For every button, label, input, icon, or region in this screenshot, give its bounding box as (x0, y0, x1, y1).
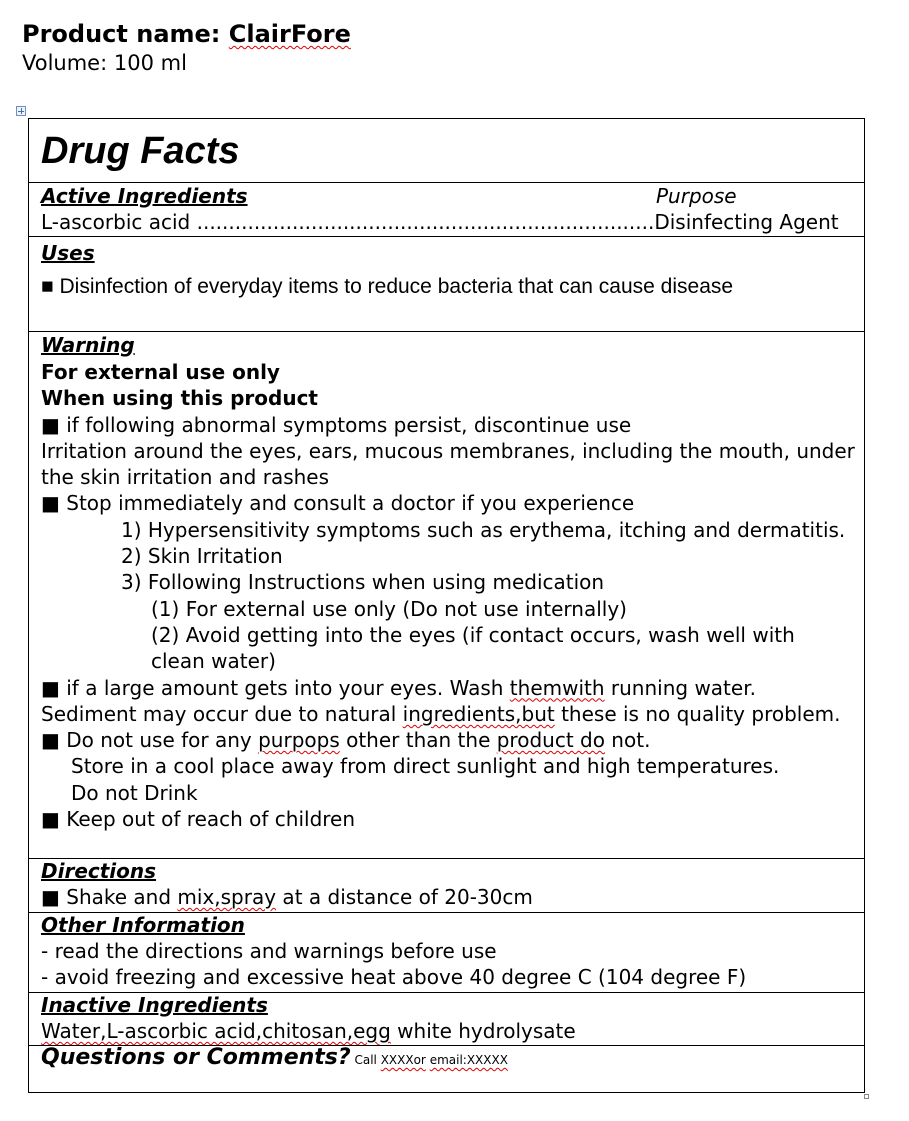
warning-line: ■ if following abnormal symptoms persist, discontinue use (41, 412, 632, 437)
warning-subitem: 1) Hypersensitivity symptoms such as erythema, itching and dermatitis. (121, 517, 846, 542)
other-information-heading: Other Information (41, 913, 245, 937)
uses-item: ■ Disinfection of everyday items to reduce bacteria that can cause disease (41, 275, 734, 298)
questions-phone: XXXXor (380, 1053, 426, 1067)
warning-line: Irritation around the eyes, ears, mucous membranes, including the mouth, under (41, 438, 855, 463)
inactive-ingredients-rest: white hydrolysate (390, 1019, 576, 1043)
external-use-only: For external use only (41, 360, 280, 384)
warning-line: Do not Drink (71, 780, 198, 805)
table-resize-handle[interactable] (864, 1094, 869, 1099)
warning-subitem: 3) Following Instructions when using medication (121, 570, 605, 595)
directions-heading: Directions (41, 859, 157, 883)
uses-heading: Uses (41, 241, 95, 265)
spelling-flag-word: themwith (509, 675, 605, 700)
purpose-heading: Purpose (656, 184, 737, 208)
product-name-value: ClairFore (228, 20, 351, 48)
warning-line: the skin irritation and rashes (41, 465, 330, 490)
warning-line (41, 727, 852, 753)
questions-section (29, 1045, 864, 1093)
drug-facts-title-section (29, 119, 864, 183)
questions-line (41, 1045, 852, 1070)
inactive-ingredients-line (41, 1018, 852, 1044)
table-move-handle-icon[interactable] (16, 106, 26, 116)
when-using-heading: When using this product (41, 386, 318, 411)
warning-line (41, 701, 852, 727)
warning-text: these is no quality problem. (554, 701, 841, 726)
volume-line: Volume: 100 ml (22, 51, 187, 75)
warning-text: not. (604, 728, 651, 753)
spelling-flag-word: mix,spray (177, 885, 277, 909)
warning-text: Sediment may occur due to natural (41, 701, 403, 726)
spelling-flag-word: product do (496, 728, 605, 753)
product-name-line (22, 18, 351, 50)
questions-call-label: Call (350, 1053, 381, 1067)
inactive-ingredients-heading: Inactive Ingredients (41, 993, 268, 1017)
warning-section (29, 331, 864, 859)
inactive-ingredients-list: Water,L-ascorbic acid,chitosan,egg (41, 1019, 391, 1043)
warning-subsubitem: (1) For external use only (Do not use internally) (151, 596, 627, 621)
drug-facts-table (28, 118, 865, 1093)
other-information-section (29, 912, 864, 993)
active-ingredient-name: L-ascorbic acid (41, 210, 191, 234)
warning-heading: Warning (41, 333, 135, 357)
active-ingredients-heading: Active Ingredients (41, 184, 248, 208)
questions-email: email:XXXXX (429, 1053, 508, 1067)
warning-subsubitem: clean water) (151, 649, 276, 674)
directions-line (41, 884, 852, 910)
leader-dots: ........................................................................ (190, 210, 655, 234)
warning-subsubitem: (2) Avoid getting into the eyes (if contact occurs, wash well with (151, 622, 795, 647)
active-ingredient-row (41, 209, 852, 235)
spelling-flag-word: purpops (258, 728, 340, 753)
warning-line: Store in a cool place away from direct sunlight and high temperatures. (71, 754, 780, 779)
directions-section (29, 858, 864, 913)
active-ingredient-purpose: Disinfecting Agent (654, 210, 839, 234)
other-information-line: - avoid freezing and excessive heat above 40 degree C (104 degree F) (41, 965, 747, 990)
inactive-ingredients-section (29, 992, 864, 1046)
other-information-line: - read the directions and warnings before use (41, 939, 497, 963)
warning-text: ■ if a large amount gets into your eyes. Wash (41, 675, 510, 700)
uses-section (29, 236, 864, 332)
warning-line: ■ Keep out of reach of children (41, 807, 356, 832)
warning-text: running water. (604, 675, 756, 700)
spelling-flag-word: ingredients,but (402, 701, 555, 726)
product-header (22, 18, 351, 76)
directions-text: at a distance of 20-30cm (276, 885, 533, 909)
directions-text: ■ Shake and (41, 885, 178, 909)
product-name-label: Product name: (22, 20, 229, 48)
questions-heading: Questions or Comments? (41, 1045, 351, 1070)
warning-line (41, 675, 852, 701)
warning-subitem: 2) Skin Irritation (121, 544, 283, 569)
drug-facts-title: Drug Facts (41, 130, 240, 172)
warning-text: other than the (339, 728, 497, 753)
warning-line: ■ Stop immediately and consult a doctor if you experience (41, 491, 635, 516)
warning-text: ■ Do not use for any (41, 728, 259, 753)
active-ingredients-section (29, 182, 864, 237)
